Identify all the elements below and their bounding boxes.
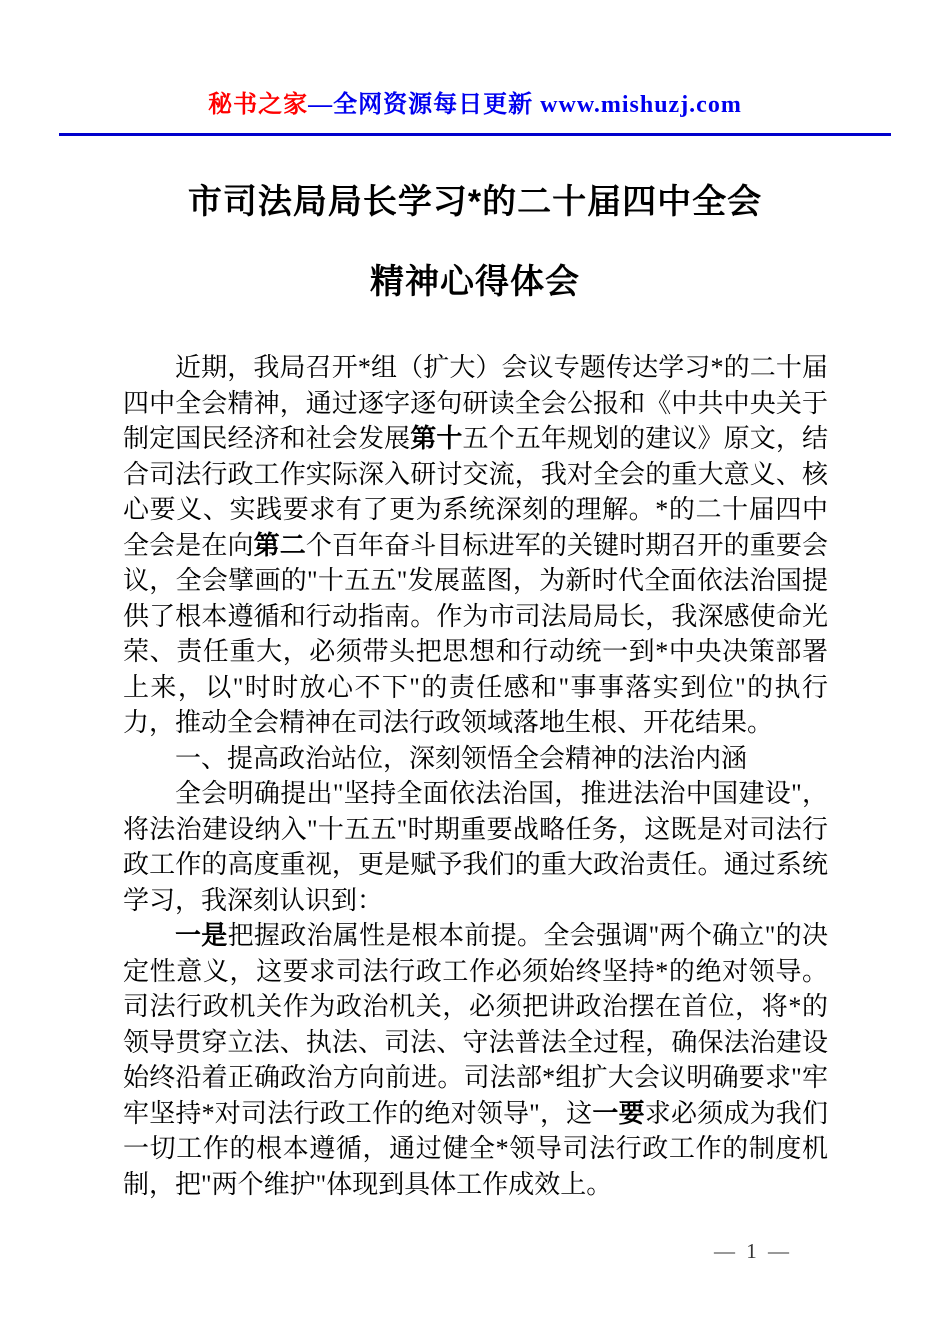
site-url: www.mishuzj.com [540,92,742,118]
bold-run: 第十 [410,424,463,453]
paragraph-2: 全会明确提出"坚持全面依法治国，推进法治中国建设"，将法治建设纳入"十五五"时期重要战略任务，这既是对司法行政工作的高度重视，更是赋予我们的重大政治责任。通过系统学习，我深刻认识到： [123,779,828,915]
site-tagline: —全网资源每日更新 [308,92,541,118]
bold-run: 一要 [592,1098,645,1128]
text-run: 五个五年规划的建议》原文，结合司法行政工作实际深入研讨交流，我对全会的重大意义、核心要义、实践要求有了更为系统深刻的理解。*的二十届四中全会是在向 [123,424,828,560]
text-run: 求必须成为我们一切工作的根本遵循，通过健全*领导司法行政工作的制度机制，把"两个维护"体现到具体工作成效上。 [123,1098,828,1199]
header-divider [59,133,891,136]
site-header [0,84,950,119]
title-line-2: 精神心得体会 [370,263,580,301]
text-run: 个百年奋斗目标进军的关键时期召开的重要会议，全会擘画的"十五五"发展蓝图，为新时代全面依法治国提供了根本遵循和行动指南。作为市司法局局长，我深感使命光荣、责任重大，必须带头把思想和行动统一到*中央决策部署上来，以"时时放心不下"的责任感和"事事落实到位"的执行力，推动全会精神在司法行政领域落地生根、开花结果。 [123,530,828,737]
text-run: 近期，我局召开*组（扩大）会议专题传达学习*的二十届四中全会精神，通过逐字逐句研读全会公报和《中共中央关于制定国民经济和社会发展 [123,353,828,453]
paragraph-1 [123,350,828,741]
bold-run: 一是 [175,921,228,950]
document-title [0,162,950,322]
site-brand: 秘书之家 [208,92,309,118]
document-body [123,350,828,1202]
page-number: — 1 — [714,1239,792,1263]
bold-run: 第二 [253,530,306,560]
text-run: 把握政治属性是根本前提。全会强调"两个确立"的决定性意义，这要求司法行政工作必须始终坚持*的绝对领导。司法行政机关作为政治机关，必须把讲政治摆在首位，将*的领导贯穿立法、执法、司法、守法普法全过程，确保法治建设始终沿着正确政治方向前进。司法部*组扩大会议明确要求"牢牢坚持*对司法行政工作的绝对领导"，这 [123,921,828,1128]
section-heading-1: 一、提高政治站位，深刻领悟全会精神的法治内涵 [175,743,748,773]
title-line-1: 市司法局局长学习*的二十届四中全会 [187,183,763,221]
paragraph-3 [123,918,828,1202]
